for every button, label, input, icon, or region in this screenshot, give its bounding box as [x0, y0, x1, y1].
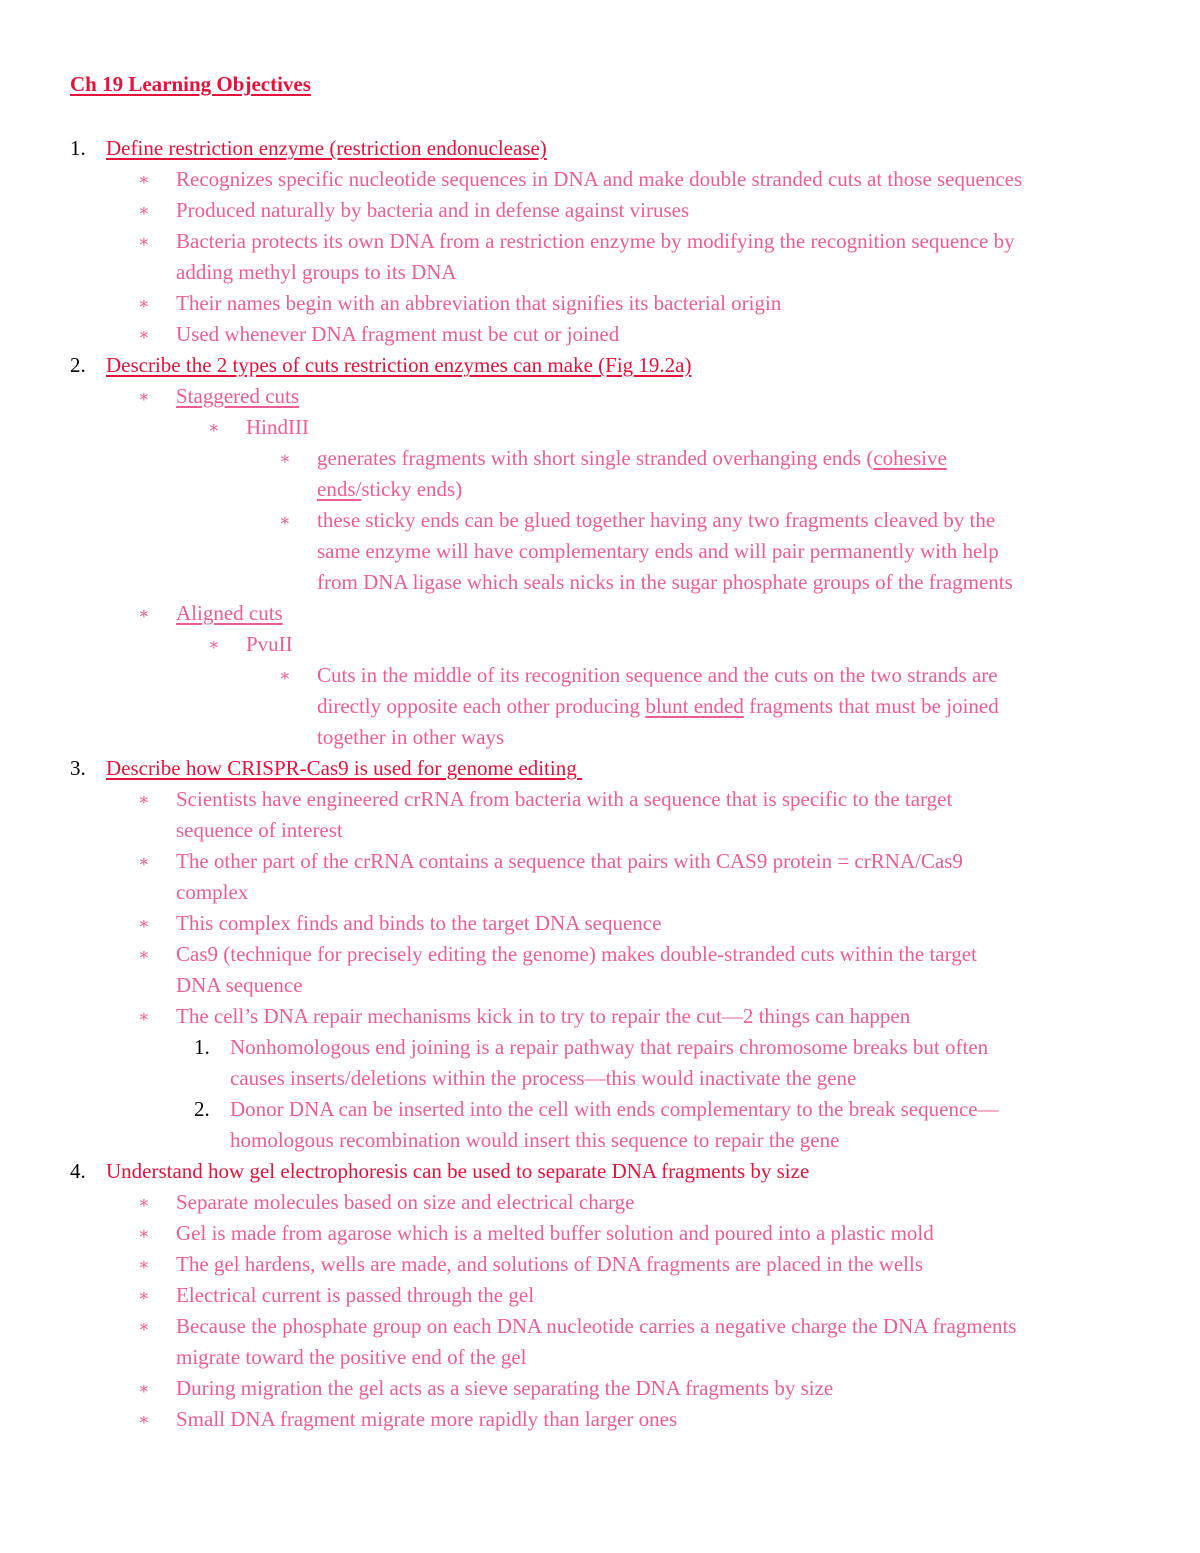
bullet-text: The other part of the crRNA contains a sequence that pairs with CAS9 protein = crRNA/Cas9	[176, 849, 963, 873]
outcome-text: Donor DNA can be inserted into the cell with ends complementary to the break sequence—	[230, 1097, 999, 1121]
objective-number: 2.	[70, 353, 86, 377]
bullet-text: This complex finds and binds to the target DNA sequence	[176, 911, 662, 935]
bullet-glyph: ∗	[138, 1224, 150, 1243]
outcome-number: 1.	[194, 1035, 210, 1059]
bullet-glyph: ∗	[138, 1317, 150, 1336]
bullet-glyph: ∗	[208, 635, 220, 654]
enzyme-name: HindIII	[246, 415, 309, 439]
bullet-item	[0, 288, 1200, 319]
objective-number: 1.	[70, 136, 86, 160]
objectives-list	[0, 133, 1200, 1435]
bullet-glyph: ∗	[138, 1286, 150, 1305]
outcome-text: causes inserts/deletions within the process—this would inactivate the gene	[230, 1066, 857, 1090]
detail-text	[317, 443, 947, 474]
bullet-item	[0, 195, 1200, 226]
bullet-glyph: ∗	[138, 1410, 150, 1429]
bullet-item	[0, 1404, 1200, 1435]
bullet-glyph: ∗	[138, 945, 150, 964]
objective-title: Describe the 2 types of cuts restriction enzymes can make (Fig 19.2a)	[106, 353, 692, 377]
bullet-glyph: ∗	[208, 418, 220, 437]
bullet-continuation	[0, 877, 1200, 908]
objective-number: 4.	[70, 1159, 86, 1183]
bullet-item	[0, 939, 1200, 970]
objective-heading	[0, 350, 1200, 381]
detail-text: same enzyme will have complementary ends and will pair permanently with help	[317, 539, 999, 563]
outcome-number: 2.	[194, 1097, 210, 1121]
bullet-item	[0, 1280, 1200, 1311]
bullet-text: Used whenever DNA fragment must be cut or joined	[176, 322, 620, 346]
bullet-item	[0, 1373, 1200, 1404]
objective-title: Define restriction enzyme (restriction endonuclease)	[106, 136, 547, 160]
outcome-item	[0, 1094, 1200, 1125]
bullet-glyph: ∗	[138, 1379, 150, 1398]
bullet-text: Their names begin with an abbreviation that signifies its bacterial origin	[176, 291, 782, 315]
bullet-item	[0, 1218, 1200, 1249]
detail-item	[0, 505, 1200, 536]
bullet-glyph: ∗	[138, 1193, 150, 1212]
bullet-text: Electrical current is passed through the gel	[176, 1283, 535, 1307]
bullet-item	[0, 1249, 1200, 1280]
bullet-item	[0, 1187, 1200, 1218]
bullet-text: sequence of interest	[176, 818, 343, 842]
bullet-continuation	[0, 815, 1200, 846]
bullet-item	[0, 1001, 1200, 1032]
detail-continuation	[0, 474, 1200, 505]
bullet-item	[0, 908, 1200, 939]
bullet-glyph: ∗	[138, 294, 150, 313]
bullet-text: DNA sequence	[176, 973, 303, 997]
bullet-item	[0, 846, 1200, 877]
detail-text-part: generates fragments with short single stranded overhanging ends (	[317, 446, 874, 470]
bullet-glyph: ∗	[279, 666, 291, 685]
objective-title: Understand how gel electrophoresis can be used to separate DNA fragments by size	[106, 1159, 810, 1183]
outcome-continuation	[0, 1125, 1200, 1156]
bullet-text: Gel is made from agarose which is a melted buffer solution and poured into a plastic mold	[176, 1221, 934, 1245]
detail-continuation	[0, 567, 1200, 598]
bullet-text: Bacteria protects its own DNA from a restriction enzyme by modifying the recognition sequence by	[176, 229, 1015, 253]
bullet-text: Recognizes specific nucleotide sequences in DNA and make double stranded cuts at those sequences	[176, 167, 1023, 191]
detail-item	[0, 660, 1200, 691]
detail-text	[317, 474, 462, 505]
outcome-text: homologous recombination would insert this sequence to repair the gene	[230, 1128, 840, 1152]
bullet-glyph: ∗	[138, 604, 150, 623]
bullet-text: Cas9 (technique for precisely editing the genome) makes double-stranded cuts within the target	[176, 942, 977, 966]
bullet-text: Because the phosphate group on each DNA nucleotide carries a negative charge the DNA fragments	[176, 1314, 1017, 1338]
bullet-glyph: ∗	[279, 449, 291, 468]
bullet-text: adding methyl groups to its DNA	[176, 260, 457, 284]
bullet-item	[0, 164, 1200, 195]
detail-text-part: fragments that must be joined	[743, 694, 999, 718]
detail-item	[0, 443, 1200, 474]
bullet-item	[0, 784, 1200, 815]
detail-text: from DNA ligase which seals nicks in the sugar phosphate groups of the fragments	[317, 570, 1013, 594]
bullet-glyph: ∗	[138, 201, 150, 220]
cut-type-item	[0, 598, 1200, 629]
objective-heading	[0, 753, 1200, 784]
cut-type-item	[0, 381, 1200, 412]
bullet-glyph: ∗	[279, 511, 291, 530]
bullet-continuation	[0, 970, 1200, 1001]
outcome-text: Nonhomologous end joining is a repair pathway that repairs chromosome breaks but often	[230, 1035, 989, 1059]
bullet-item	[0, 226, 1200, 257]
bullet-item	[0, 1311, 1200, 1342]
bullet-continuation	[0, 257, 1200, 288]
bullet-text: The cell’s DNA repair mechanisms kick in to try to repair the cut—2 things can happen	[176, 1004, 911, 1028]
cut-type-label: Staggered cuts	[176, 384, 300, 408]
bullet-glyph: ∗	[138, 914, 150, 933]
bullet-glyph: ∗	[138, 325, 150, 344]
objective-number: 3.	[70, 756, 86, 780]
detail-continuation	[0, 691, 1200, 722]
cohesive-term: ends/	[317, 477, 362, 501]
bullet-glyph: ∗	[138, 232, 150, 251]
blunt-ended-term: blunt ended	[645, 694, 744, 718]
cut-type-label: Aligned cuts	[176, 601, 283, 625]
enzyme-item	[0, 629, 1200, 660]
detail-text-part: directly opposite each other producing	[317, 694, 646, 718]
outcome-continuation	[0, 1063, 1200, 1094]
bullet-text: Small DNA fragment migrate more rapidly than larger ones	[176, 1407, 678, 1431]
bullet-text: complex	[176, 880, 249, 904]
bullet-glyph: ∗	[138, 1007, 150, 1026]
objective-heading	[0, 1156, 1200, 1187]
detail-text-part: sticky ends)	[361, 477, 463, 501]
bullet-text: migrate toward the positive end of the gel	[176, 1345, 527, 1369]
enzyme-name: PvuII	[246, 632, 293, 656]
detail-text: these sticky ends can be glued together having any two fragments cleaved by the	[317, 508, 996, 532]
detail-continuation	[0, 536, 1200, 567]
objective-heading	[0, 133, 1200, 164]
outcome-item	[0, 1032, 1200, 1063]
bullet-text: Produced naturally by bacteria and in defense against viruses	[176, 198, 690, 222]
bullet-text: During migration the gel acts as a sieve separating the DNA fragments by size	[176, 1376, 834, 1400]
bullet-glyph: ∗	[138, 790, 150, 809]
detail-continuation	[0, 722, 1200, 753]
bullet-item	[0, 319, 1200, 350]
bullet-glyph: ∗	[138, 387, 150, 406]
detail-text: Cuts in the middle of its recognition sequence and the cuts on the two strands are	[317, 663, 998, 687]
enzyme-item	[0, 412, 1200, 443]
detail-text: together in other ways	[317, 725, 505, 749]
cohesive-term: cohesive	[873, 446, 947, 470]
bullet-glyph: ∗	[138, 170, 150, 189]
bullet-text: Separate molecules based on size and electrical charge	[176, 1190, 635, 1214]
bullet-glyph: ∗	[138, 1255, 150, 1274]
bullet-text: The gel hardens, wells are made, and solutions of DNA fragments are placed in the wells	[176, 1252, 924, 1276]
objective-title: Describe how CRISPR-Cas9 is used for genome editing	[106, 756, 582, 780]
bullet-continuation	[0, 1342, 1200, 1373]
page-title: Ch 19 Learning Objectives	[70, 72, 311, 96]
bullet-glyph: ∗	[138, 852, 150, 871]
bullet-text: Scientists have engineered crRNA from bacteria with a sequence that is specific to the target	[176, 787, 953, 811]
detail-text	[317, 691, 999, 722]
